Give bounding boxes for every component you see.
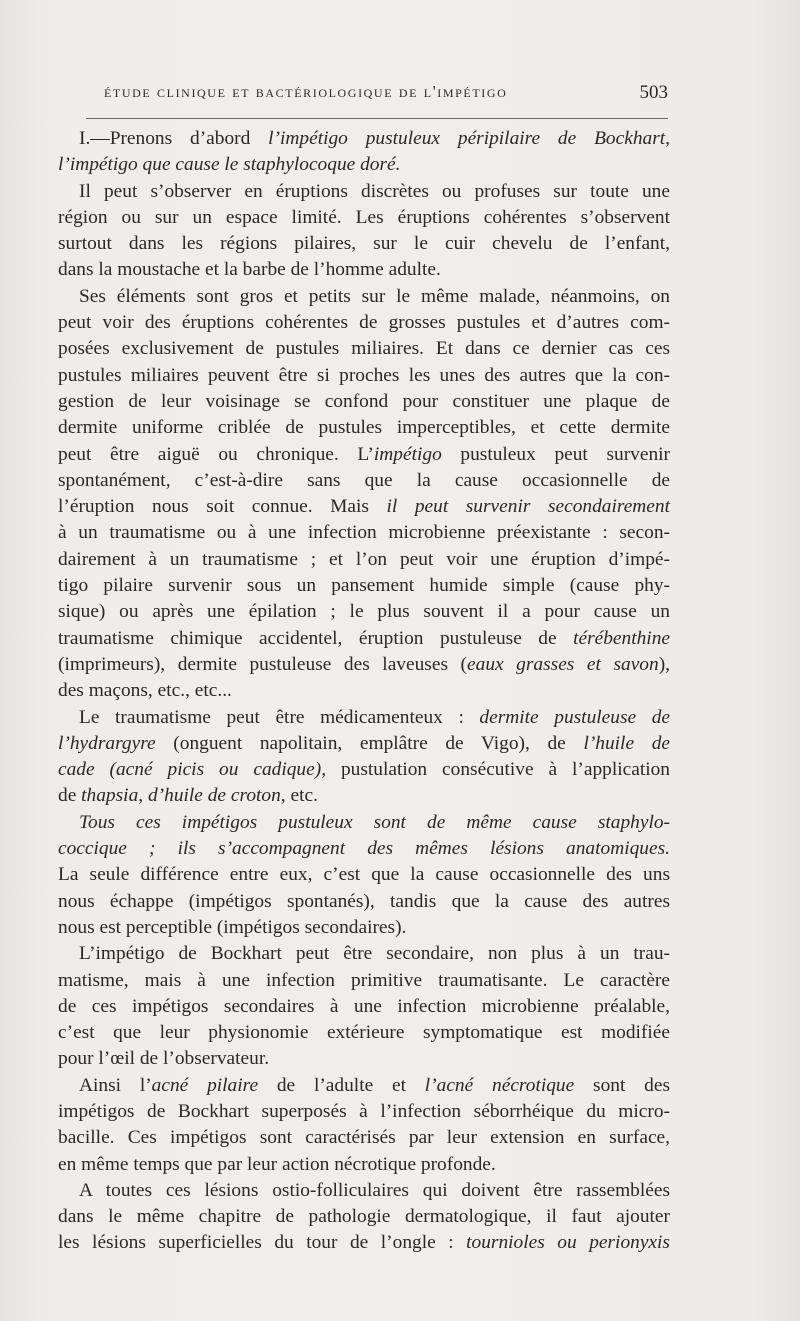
text-run: nous échappe (impétigos spontanés), tandis que la cause des autres (58, 890, 670, 912)
text-run: sique) ou après une épilation ; le plus souvent il a pour cause un (58, 601, 670, 623)
text-line (58, 363, 670, 389)
text-line (58, 889, 670, 915)
text-run: Le traumatisme peut être médicamenteux : (79, 706, 480, 728)
text-run: c’est que leur physionomie extérieure symptomatique est modifiée (58, 1022, 670, 1044)
text-run: des maçons, etc., etc... (58, 680, 232, 702)
text-run: traumatisme chimique accidentel, éruption pustuleuse de (58, 627, 574, 649)
text-line (58, 468, 670, 494)
text-line (58, 442, 670, 468)
text-run: les lésions superficielles du tour de l’ongle : (58, 1232, 467, 1254)
text-run: I.—Prenons d’abord (79, 128, 269, 149)
text-run: A toutes ces lésions ostio-folliculaires qui doivent être rassemblées (79, 1179, 670, 1201)
text-run: dans la moustache et la barbe de l’homme adulte. (58, 259, 441, 281)
text-line (58, 573, 670, 599)
italic-text: dermite pustuleuse de (479, 706, 670, 728)
text-run: sont des (574, 1074, 671, 1096)
text-run: Il peut s’observer en éruptions discrètes ou profuses sur toute une (79, 180, 670, 202)
text-line (58, 179, 670, 205)
text-line (58, 520, 670, 546)
italic-text: eaux grasses et savon (467, 653, 659, 675)
text-line (58, 1178, 670, 1204)
italic-text: térébenthine (573, 627, 670, 649)
text-line (58, 810, 670, 836)
text-line (58, 310, 670, 336)
text-run: de l’adulte et (258, 1074, 425, 1096)
italic-text: l’huile de (583, 732, 670, 754)
text-run: l’éruption nous soit connue. Mais (58, 496, 387, 518)
italic-text: l’impétigo pustuleux péripilaire de Bockhart, (268, 128, 670, 149)
text-line (58, 257, 670, 283)
text-run: pustules miliaires peuvent être si proches les unes des autres que la con- (58, 364, 670, 386)
text-run: (onguent napolitain, emplâtre de Vigo), de (155, 732, 584, 754)
text-line (58, 231, 670, 257)
text-line (58, 705, 670, 731)
text-run: matisme, mais à une infection primitive traumatisante. Le caractère (58, 969, 670, 991)
text-line (58, 1125, 670, 1151)
italic-text: acné pilaire (151, 1074, 259, 1096)
text-line (58, 783, 670, 809)
text-line (58, 678, 670, 704)
text-line (58, 862, 670, 888)
text-line (58, 968, 670, 994)
text-run: tigo pilaire survenir sous un pansement humide simple (cause phy- (58, 575, 670, 597)
text-line (58, 994, 670, 1020)
text-run: dans le même chapitre de pathologie dermatologique, il faut ajouter (58, 1206, 670, 1228)
running-header (86, 82, 668, 108)
text-run: de ces impétigos secondaires à une infection microbienne préalable, (58, 995, 670, 1017)
body-text (58, 126, 670, 1257)
text-run: pustuleux peut survenir (441, 443, 670, 465)
italic-text: l’impétigo que cause le staphylocoque doré. (58, 154, 401, 176)
text-line (58, 652, 670, 678)
text-run: dairement à un traumatisme ; et l’on peut voir une éruption d’impé- (58, 548, 670, 570)
text-line (58, 1073, 670, 1099)
text-run: L’impétigo de Bockhart peut être secondaire, non plus à un trau- (79, 943, 670, 965)
text-run: région ou sur un espace limité. Les éruptions cohérentes s’observent (58, 206, 670, 228)
italic-text: coccique ; ils s’accompagnent des mêmes lésions anatomiques. (58, 838, 670, 860)
text-run: La seule différence entre eux, c’est que la cause occasionnelle des uns (58, 864, 670, 886)
text-line (58, 1204, 670, 1230)
page-number: 503 (639, 82, 668, 103)
running-title: étude clinique et bactériologique de l'impétigo (104, 82, 508, 101)
text-run: posées exclusivement de pustules miliaires. Et dans ce dernier cas ces (58, 338, 670, 360)
italic-text: cade (acné picis ou cadique) (58, 759, 322, 781)
text-run: dermite uniforme criblée de pustules imperceptibles, et cette dermite (58, 417, 670, 439)
text-line (58, 1230, 670, 1256)
text-line (58, 599, 670, 625)
text-run: impétigos de Bockhart superposés à l’infection séborrhéique du micro- (58, 1100, 670, 1122)
italic-text: d’huile de croton (147, 785, 281, 807)
text-run: de (58, 785, 82, 807)
text-run: ), (658, 653, 671, 675)
text-line (58, 205, 670, 231)
text-line (58, 757, 670, 783)
text-line (58, 547, 670, 573)
italic-text: thapsia (81, 785, 139, 807)
text-run: gestion de leur voisinage se confond pour constituer une plaque de (58, 390, 670, 412)
italic-text: tournioles ou perionyxis (466, 1232, 670, 1254)
text-line (58, 915, 670, 941)
italic-text: il peut survenir secondairement (386, 496, 670, 518)
text-line (58, 731, 670, 757)
text-run: , etc. (280, 785, 318, 807)
text-run: à un traumatisme ou à une infection microbienne préexistante : secon- (58, 522, 670, 544)
italic-text: l’hydrargyre (58, 732, 156, 754)
text-line (58, 1152, 670, 1178)
text-run: en même temps que par leur action nécrotique profonde. (58, 1153, 496, 1175)
text-line (58, 941, 670, 967)
text-run: peut être aiguë ou chronique. L’ (58, 443, 374, 465)
text-line (58, 284, 670, 310)
text-run: (imprimeurs), dermite pustuleuse des laveuses ( (58, 653, 468, 675)
text-run: Ses éléments sont gros et petits sur le même malade, néanmoins, on (79, 285, 670, 307)
text-line (58, 152, 670, 178)
italic-text: impétigo (373, 443, 442, 465)
text-line (58, 1020, 670, 1046)
text-run: Ainsi l’ (79, 1074, 152, 1096)
text-line (58, 494, 670, 520)
text-line (58, 389, 670, 415)
text-line (58, 126, 670, 152)
text-line (58, 836, 670, 862)
text-run: peut voir des éruptions cohérentes de grosses pustules et d’autres com- (58, 312, 670, 334)
text-run: , (138, 785, 148, 807)
text-run: surtout dans les régions pilaires, sur le cuir chevelu de l’enfant, (58, 233, 670, 255)
text-line (58, 1099, 670, 1125)
text-line (58, 626, 670, 652)
text-run: pour l’œil de l’observateur. (58, 1048, 270, 1070)
text-run: , pustulation consécutive à l’application (321, 759, 670, 781)
text-line (58, 336, 670, 362)
text-run: spontanément, c’est-à-dire sans que la cause occasionnelle de (58, 469, 670, 491)
italic-text: l’acné nécrotique (424, 1074, 575, 1096)
italic-text: Tous ces impétigos pustuleux sont de même cause staphylo- (79, 811, 670, 833)
text-line (58, 1046, 670, 1072)
text-run: bacille. Ces impétigos sont caractérisés par leur extension en surface, (58, 1127, 670, 1149)
text-line (58, 415, 670, 441)
header-rule (86, 118, 668, 119)
text-run: nous est perceptible (impétigos secondaires). (58, 916, 407, 938)
